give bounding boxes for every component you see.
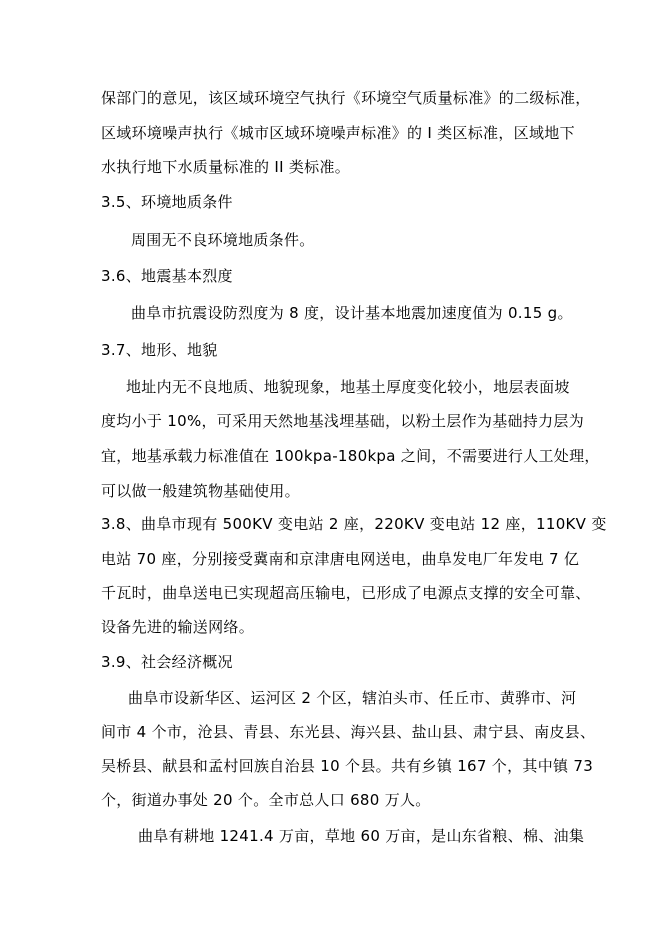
paragraph-line: 周围无不良环境地质条件。 <box>131 231 315 249</box>
paragraph-line: 区域环境噪声执行《城市区域环境噪声标准》的 I 类区标准，区域地下 <box>101 124 575 142</box>
paragraph-line: 保部门的意见，该区域环境空气执行《环境空气质量标准》的二级标准， <box>101 89 591 107</box>
paragraph-line: 度均小于 10%，可采用天然地基浅埋基础，以粉土层作为基础持力层为 <box>101 412 585 430</box>
paragraph-line: 曲阜市抗震设防烈度为 8 度，设计基本地震加速度值为 0.15 g。 <box>131 304 573 322</box>
paragraph-line: 宜，地基承载力标准值在 100kpa-180kpa 之间，不需要进行人工处理， <box>101 447 600 465</box>
paragraph-line: 曲阜有耕地 1241.4 万亩，草地 60 万亩，是山东省粮、棉、油集 <box>138 827 585 845</box>
section-heading-3-5: 3.5、环境地质条件 <box>101 193 233 211</box>
paragraph-line: 曲阜市设新华区、运河区 2 个区，辖泊头市、任丘市、黄骅市、河 <box>128 689 577 707</box>
paragraph-line: 电站 70 座，分别接受冀南和京津唐电网送电，曲阜发电厂年发电 7 亿 <box>101 550 580 568</box>
paragraph-line: 水执行地下水质量标准的 II 类标准。 <box>101 158 351 176</box>
paragraph-line: 个，街道办事处 20 个。全市总人口 680 万人。 <box>101 791 431 809</box>
section-heading-3-9: 3.9、社会经济概况 <box>101 653 233 671</box>
paragraph-line: 3.8、曲阜市现有 500KV 变电站 2 座，220KV 变电站 12 座，110KV 变 <box>101 515 607 533</box>
paragraph-line: 地址内无不良地质、地貌现象，地基土厚度变化较小，地层表面坡 <box>126 378 570 396</box>
section-heading-3-7: 3.7、地形、地貌 <box>101 341 218 359</box>
paragraph-line: 千瓦时，曲阜送电已实现超高压输电，已形成了电源点支撑的安全可靠、 <box>101 584 591 602</box>
paragraph-line: 间市 4 个市，沧县、青县、东光县、海兴县、盐山县、肃宁县、南皮县、 <box>101 723 596 741</box>
section-heading-3-6: 3.6、地震基本烈度 <box>101 267 233 285</box>
paragraph-line: 可以做一般建筑物基础使用。 <box>101 482 300 500</box>
paragraph-line: 设备先进的输送网络。 <box>101 618 255 636</box>
paragraph-line: 吴桥县、献县和孟村回族自治县 10 个县。共有乡镇 167 个，其中镇 73 <box>101 757 594 775</box>
